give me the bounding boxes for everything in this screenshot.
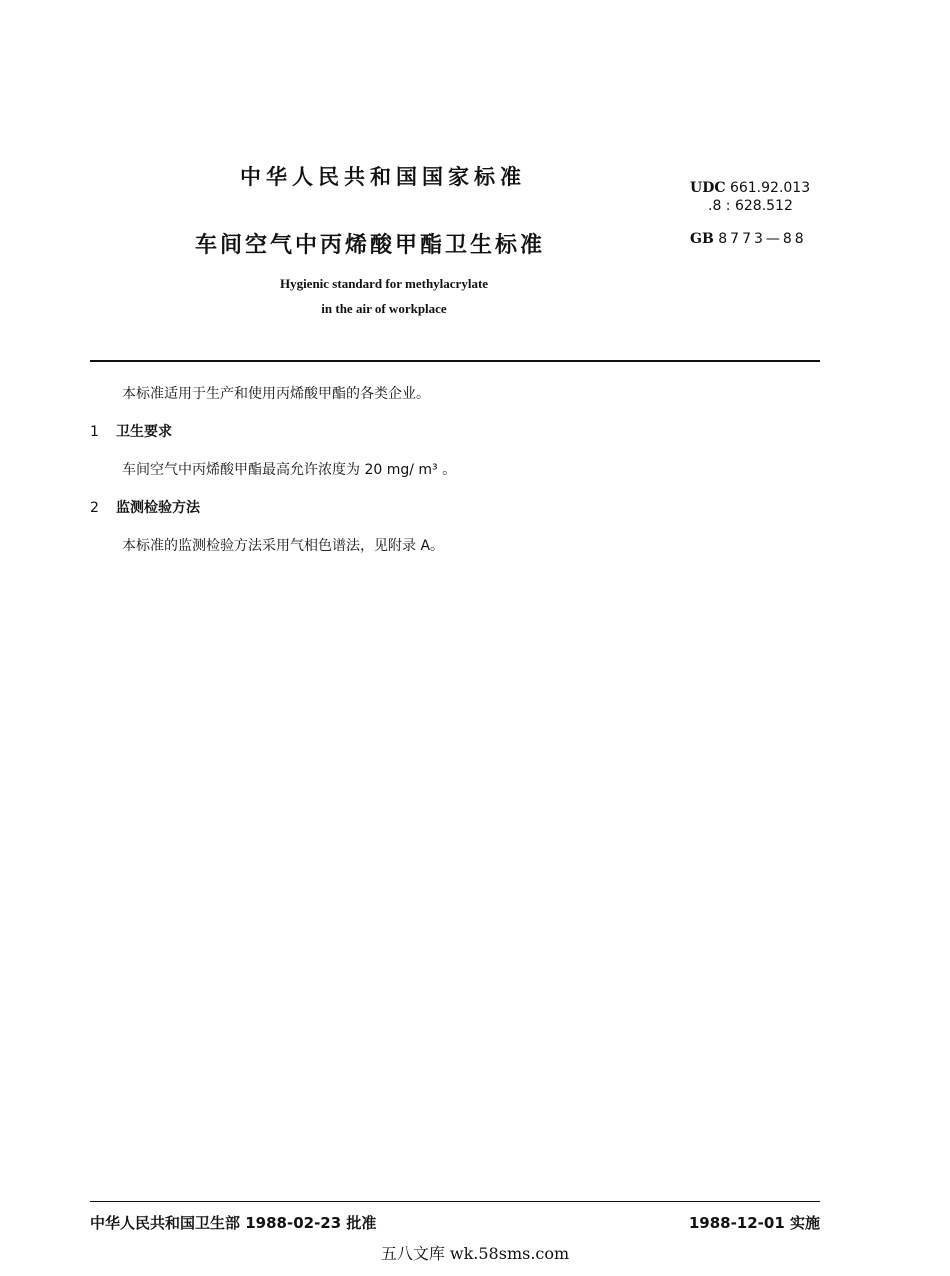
standard-label: 中华人民共和国国家标准 [240,165,526,189]
section-2-heading [90,497,200,517]
udc-label: UDC [690,180,726,196]
section-2-text: 本标准的监测检验方法采用气相色谱法，见附录 A。 [122,538,445,554]
footer-divider [90,1201,820,1202]
implementation-date: 1988-12-01 实施 [688,1214,820,1232]
intro-paragraph: 本标准适用于生产和使用丙烯酸甲酯的各类企业。 [122,386,430,402]
document-title-zh: 车间空气中丙烯酸甲酯卫生标准 [195,233,546,258]
section-1-heading [90,421,172,441]
gb-number [690,231,807,247]
section-title: 监测检验方法 [116,500,200,516]
header-divider [90,360,820,362]
udc-line-1 [690,180,810,196]
section-title: 卫生要求 [116,424,172,440]
document-title-en-line-2: in the air of workplace [321,301,447,316]
udc-code-1: 661.92.013 [729,180,811,196]
section-1-text: 车间空气中丙烯酸甲酯最高允许浓度为 20 mg/ m³ 。 [122,462,457,478]
document-title-en-line-1: Hygienic standard for methylacrylate [279,276,489,291]
gb-label: GB [690,231,714,247]
gb-value: 8773—88 [718,231,807,247]
udc-code-2: .8 : 628.512 [708,198,793,214]
section-number: 2 [90,500,99,516]
section-number: 1 [90,424,99,440]
watermark: 五八文库 wk.58sms.com [380,1244,570,1263]
approval-line: 中华人民共和国卫生部 1988-02-23 批准 [90,1214,377,1232]
